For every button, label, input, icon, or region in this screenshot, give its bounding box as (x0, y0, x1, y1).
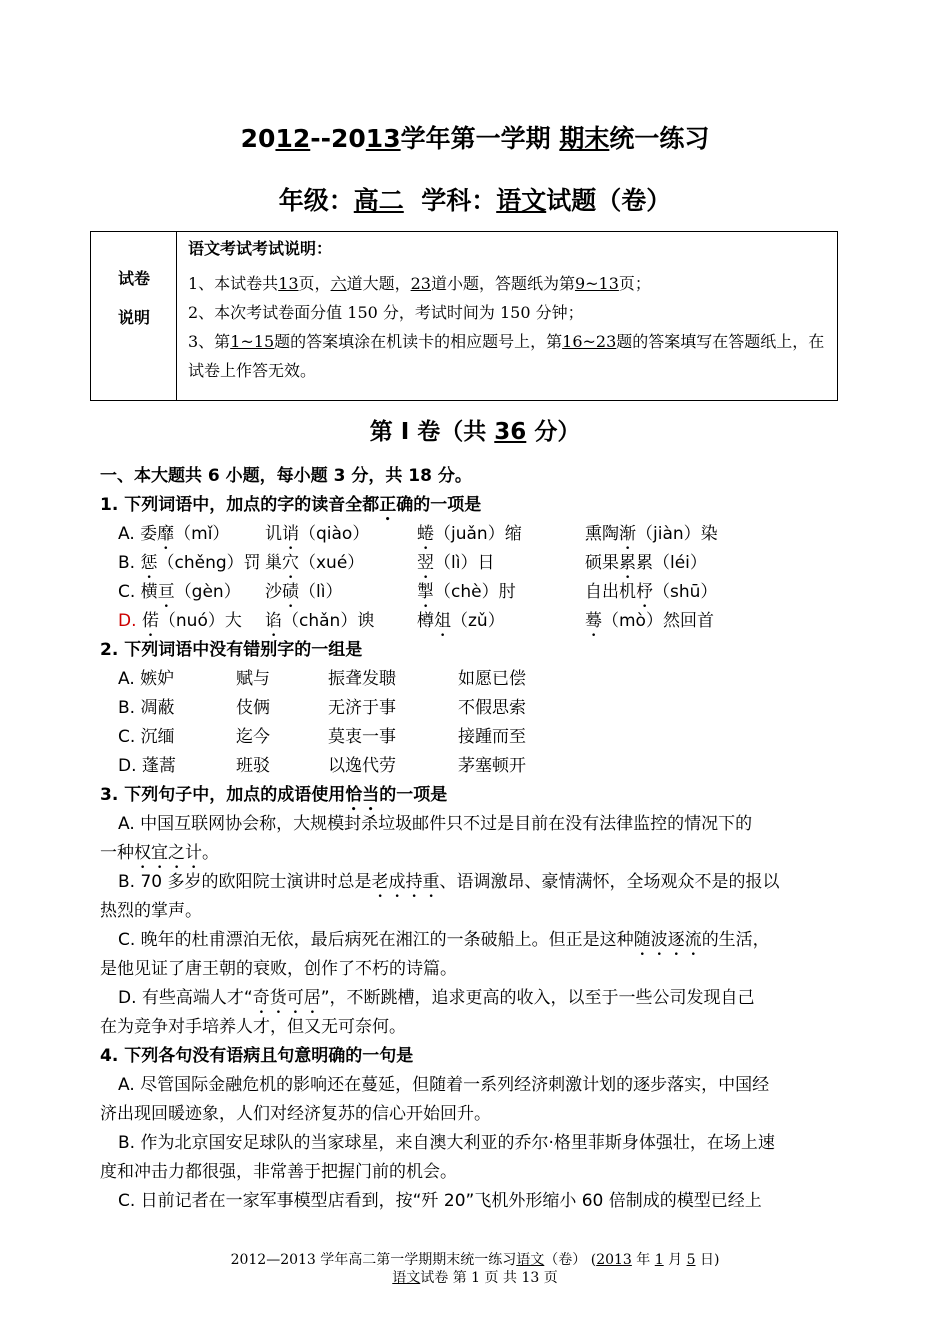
dotted-idiom: 权宜之计 (134, 843, 202, 863)
instruction-line-2: 2、本次考试卷面分值 150 分，考试时间为 150 分钟； (188, 303, 584, 322)
dotted-char: 亘 (157, 582, 175, 602)
text: （lì） (299, 582, 343, 602)
word: 接踵而至 (458, 727, 526, 747)
exam-type: 期末 (559, 124, 610, 153)
text: 道小题，答题纸为第 (430, 274, 575, 293)
text: （mǐ） (174, 524, 230, 544)
dotted-char: 累 (619, 553, 636, 573)
word: 振聋发聩 (328, 669, 396, 689)
question-1-stem (100, 491, 852, 520)
dotted-char: 谄 (265, 611, 282, 631)
dotted-char: 蜷 (417, 524, 434, 544)
word: 伎俩 (236, 698, 270, 718)
year: 2013 (596, 1252, 632, 1268)
question-1-option-d (100, 607, 852, 636)
question-3-option-b-cont: 热烈的掌声。 (100, 901, 202, 921)
dotted-char: 穴 (282, 553, 299, 573)
question-2-option-b (100, 694, 852, 723)
word: 班驳 (236, 756, 270, 776)
dotted-char: 碛 (282, 582, 299, 602)
section-title-text: 分） (534, 419, 581, 445)
question-1-option-a (100, 520, 852, 549)
subject-value: 语文 (496, 186, 547, 215)
year-part: 20 (240, 124, 276, 153)
question-4-option-b: B. 作为北京国安足球队的当家球星，来自澳大利亚的乔尔·格里菲斯身体强壮，在场上速 (118, 1133, 775, 1153)
dotted-idiom: 老成持重 (371, 872, 440, 892)
dotted-char: 惩 (140, 553, 158, 573)
text: ”，不断跳槽，追求更高的收入，以至于一些公司发现自己 (320, 988, 755, 1008)
subject: 语文 (392, 1270, 421, 1286)
question-3-option-c (100, 926, 852, 955)
grade-label: 年级： (278, 186, 354, 215)
instructions-heading: 语文考试考试说明： (188, 239, 333, 258)
text: 一种 (100, 843, 134, 863)
text: （gèn） (174, 582, 241, 602)
question-2-option-d (100, 752, 852, 781)
question-4-stem: 4. 下列各句没有语病且句意明确的一句是 (100, 1046, 414, 1066)
instruction-line-1 (188, 269, 833, 298)
text: （nuó）大 (158, 611, 242, 631)
text: 樽 (417, 611, 434, 631)
text: （卷） ( (544, 1252, 597, 1268)
text: 3. 下列句子中，加点的成语使用 (100, 785, 346, 805)
grade-value: 高二 (353, 186, 404, 215)
question-3-option-c-cont: 是他见证了唐王朝的衰败，创作了不朽的诗篇。 (100, 959, 457, 979)
section-title-text: 第 I 卷（共 (369, 419, 487, 445)
text: 1、本试卷共 (188, 274, 279, 293)
text: A. 中国互联网协会称，大规模封杀垃圾邮件只不过是目前在没有法律监控的情况下的 (118, 814, 753, 834)
subject-label: 学科： (403, 186, 497, 215)
question-3-option-a (100, 810, 852, 839)
highlighted-option-letter: D. (118, 611, 142, 631)
page-footer-line-1 (0, 1250, 950, 1270)
text: 确的一项是 (396, 495, 482, 515)
word: 如愿已偿 (458, 669, 526, 689)
section-score: 36 (494, 419, 527, 445)
instruction-line-3 (188, 327, 833, 385)
text: B. 70 多岁的欧阳院士演讲时总是 (118, 872, 372, 892)
text: C. 晚年的杜甫漂泊无依，最后病死在湘江的一条破船上。但正是这种 (118, 930, 634, 950)
question-4-option-b-cont: 度和冲击力都很强，非常善于把握门前的机会。 (100, 1162, 457, 1182)
grade-subject-line (0, 184, 950, 218)
text: 年 (631, 1252, 655, 1268)
question-3-option-d (100, 984, 852, 1013)
word: D. 蓬蒿 (118, 756, 176, 776)
page-count: 13 (278, 274, 299, 293)
dotted-char: 诮 (282, 524, 299, 544)
month: 1 (654, 1252, 664, 1268)
word: 无济于事 (328, 698, 396, 718)
instructions-label-cell (91, 232, 177, 400)
dotted-char: 俎 (434, 611, 451, 631)
text: 自出机 (585, 582, 636, 602)
word: 茅塞顿开 (458, 756, 526, 776)
question-range: 16~23 (562, 332, 617, 351)
dotted-char: 翌 (417, 553, 434, 573)
text: 的一项是 (379, 785, 448, 805)
text: （chǎn）谀 (282, 611, 375, 631)
question-3-option-a-cont (100, 839, 852, 868)
question-4-option-a-cont: 济出现回暖迹象，人们对经济复苏的信心开始回升。 (100, 1104, 491, 1124)
exam-type-rest: 统一练习 (609, 124, 710, 153)
dotted-char: 杼 (636, 582, 653, 602)
dotted-char: 渐 (619, 524, 636, 544)
text: 累（léi） (636, 553, 707, 573)
text: B. (118, 553, 141, 573)
exam-instructions-box (90, 231, 838, 401)
question-3-option-b (100, 868, 852, 897)
dotted-char: 靡 (157, 524, 175, 544)
text: 1. 下列词语中，加点的字的读音全都 (100, 495, 380, 515)
text: 道大题， (346, 274, 411, 293)
text: （qiào） (299, 524, 370, 544)
text: （mò）然回首 (602, 611, 714, 631)
page-footer-line-2 (0, 1268, 950, 1288)
question-2-option-a (100, 665, 852, 694)
word: B. 凋蔽 (118, 698, 175, 718)
text: （zǔ） (451, 611, 505, 631)
year-part: --20 (310, 124, 366, 153)
text: 题的答案填涂在机读卡的相应题号上，第 (274, 332, 563, 351)
text: 月 (663, 1252, 687, 1268)
word: 赋与 (236, 669, 270, 689)
text: 题的答案填写在答题纸上，在试卷上作答无效。 (188, 332, 825, 380)
text: A. 委 (118, 524, 158, 544)
section-count: 六 (330, 274, 347, 293)
question-4-option-a: A. 尽管国际金融危机的影响还在蔓延，但随着一系列经济刺激计划的逐步落实，中国经 (118, 1075, 770, 1095)
day: 5 (686, 1252, 696, 1268)
dotted-char: 蓦 (585, 611, 602, 631)
text: 页； (618, 274, 651, 293)
question-body (100, 462, 852, 1216)
instructions-label: 说明 (117, 308, 150, 327)
year-part: 13 (365, 124, 401, 153)
section-title (0, 416, 950, 448)
subject: 语文 (516, 1252, 545, 1268)
dotted-idiom: 奇货可居 (252, 988, 321, 1008)
word: 以逸代劳 (328, 756, 396, 776)
text: 。 (202, 843, 219, 863)
dotted-char: 偌 (141, 611, 159, 631)
year-part: 12 (275, 124, 311, 153)
subject-rest: 试题（卷） (546, 186, 672, 215)
question-range: 1~15 (230, 332, 275, 351)
question-2-option-c (100, 723, 852, 752)
text: （xué） (299, 553, 365, 573)
text: 、语调激昂、豪情满怀，全场观众不是的报以 (439, 872, 780, 892)
text: D. 有些高端人才“ (118, 988, 253, 1008)
text: C. 横 (118, 582, 158, 602)
text: 熏陶 (585, 524, 619, 544)
question-3-option-d-cont: 在为竞争对手培养人才，但又无可奈何。 (100, 1017, 406, 1037)
text: （jiàn）染 (636, 524, 718, 544)
dotted-char: 恰当 (345, 785, 380, 805)
text: 日) (695, 1252, 720, 1268)
text: （lì）日 (434, 553, 495, 573)
text: 讥 (265, 524, 282, 544)
text: （chěng）罚 (157, 553, 261, 573)
text: 3、第 (188, 332, 231, 351)
question-1-option-c (100, 578, 852, 607)
text: 页， (298, 274, 331, 293)
question-4-option-c: C. 日前记者在一家军事模型店看到，按“歼 20”飞机外形缩小 60 倍制成的模型已经上 (118, 1191, 762, 1211)
exam-title (0, 122, 950, 156)
answer-sheet-pages: 9~13 (574, 274, 619, 293)
word: 不假思索 (458, 698, 526, 718)
question-1-option-b (100, 549, 852, 578)
text: 沙 (265, 582, 282, 602)
part-title: 一、本大题共 6 小题，每小题 3 分，共 18 分。 (100, 466, 472, 486)
question-3-stem (100, 781, 852, 810)
instructions-label: 试卷 (117, 269, 150, 288)
word: A. 嫉妒 (118, 669, 175, 689)
question-2-stem: 2. 下列词语中没有错别字的一组是 (100, 640, 363, 660)
text: 2012—2013 学年高二第一学期期末统一练习 (230, 1252, 517, 1268)
dotted-char: 掣 (417, 582, 434, 602)
term-text: 学年第一学期 (400, 124, 560, 153)
word: 莫衷一事 (328, 727, 396, 747)
question-count: 23 (410, 274, 431, 293)
text: 巢 (265, 553, 282, 573)
text: （chè）肘 (434, 582, 516, 602)
text: （shū） (653, 582, 718, 602)
word: C. 沉缅 (118, 727, 175, 747)
word: 迄今 (236, 727, 270, 747)
text: （juǎn）缩 (434, 524, 522, 544)
text: 的生活， (701, 930, 770, 950)
page-number-text: 试卷 第 1 页 共 13 页 (420, 1270, 558, 1286)
text: 硕果 (585, 553, 619, 573)
dotted-idiom: 随波逐流 (633, 930, 702, 950)
instructions-content (188, 238, 833, 385)
dotted-char: 正 (379, 495, 397, 515)
